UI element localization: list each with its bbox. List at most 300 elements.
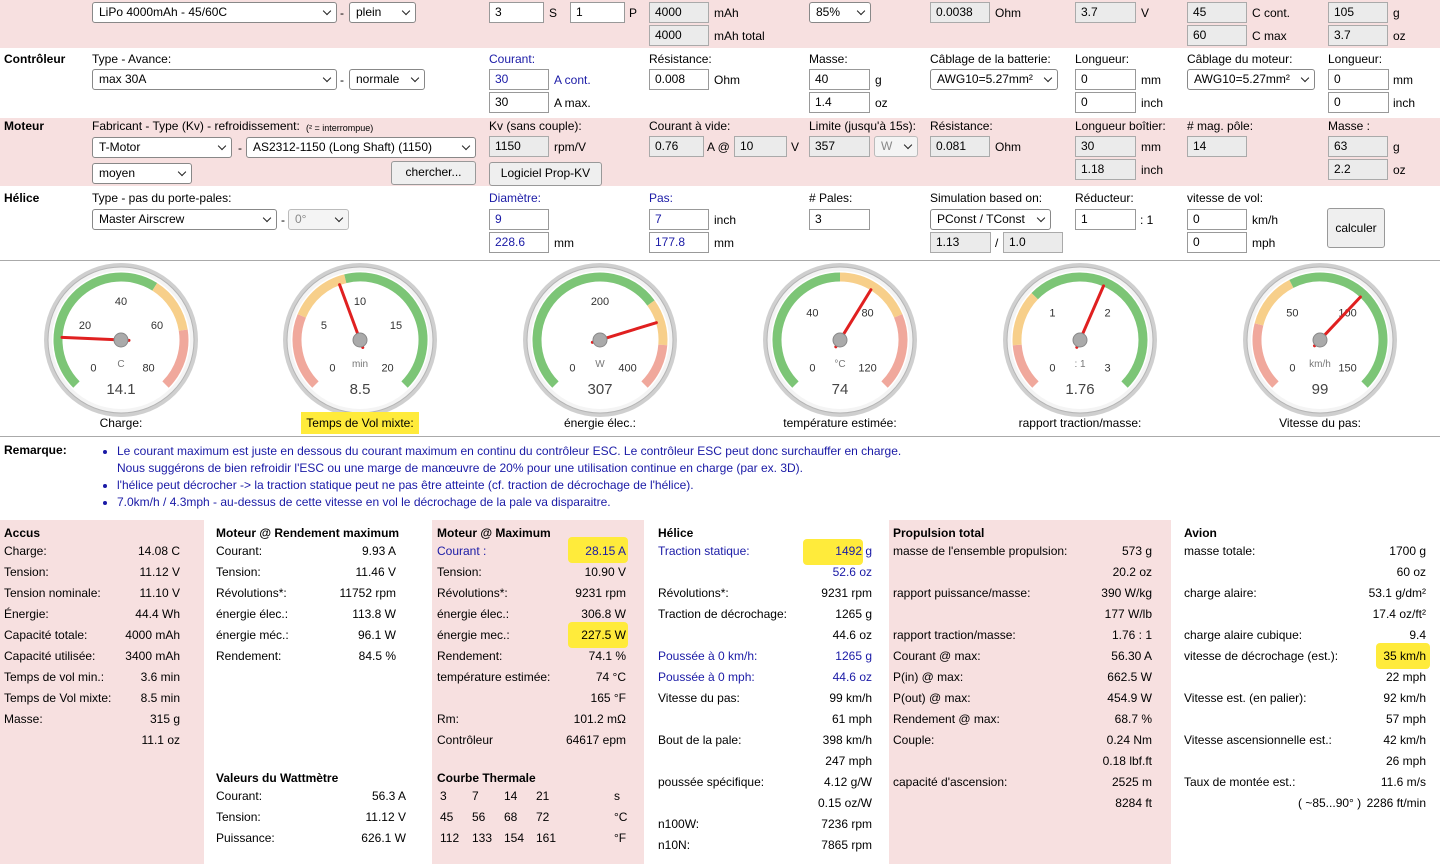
gauge-tick-label: 80	[142, 362, 155, 375]
noload-voltage: 10	[734, 136, 787, 157]
simulation-select[interactable]: PConst / TConst	[930, 209, 1051, 230]
gauge-tick-label: 1	[1049, 307, 1056, 320]
result-value: 11.6 m/s	[1380, 775, 1426, 789]
result-label: Masse:	[4, 712, 43, 726]
result-label: Traction statique:	[658, 544, 750, 558]
controller-current-cont-unit: A cont.	[554, 73, 591, 87]
limit-unit-select[interactable]: W	[874, 136, 918, 157]
cells-p-input[interactable]: 1	[570, 2, 625, 23]
controller-mass-g-unit: g	[875, 73, 882, 87]
poles-value: 14	[1187, 136, 1247, 157]
simulation-label: Simulation based on:	[930, 191, 1043, 205]
gauge-tick-label: 50	[1286, 307, 1299, 320]
gauge-3	[755, 260, 925, 420]
result-value: 0.15 oz/W	[817, 796, 872, 810]
thermal-cell: 72	[536, 810, 550, 824]
gauge-value: 74	[831, 381, 849, 398]
cells-s-input[interactable]: 3	[489, 2, 544, 23]
result-value: 165 °F	[590, 691, 626, 705]
result-value: 573 g	[1121, 544, 1152, 558]
battery-voltage-unit: V	[1141, 6, 1150, 20]
sim-factor-b: 1.0	[1003, 232, 1063, 253]
thermal-title: Courbe Thermale	[437, 771, 536, 785]
controller-current-cont-input[interactable]: 30	[489, 69, 549, 90]
result-value: 64617 epm	[565, 733, 626, 747]
result-label: Tension:	[437, 565, 482, 579]
controller-type-select[interactable]: max 30A	[92, 69, 337, 90]
battery-wire-length-mm[interactable]: 0	[1075, 69, 1136, 90]
result-value: 11752 rpm	[339, 586, 396, 600]
result-value: 2525 m	[1111, 775, 1152, 789]
result-label: charge alaire cubique:	[1184, 628, 1303, 642]
result-value: 227.5 W	[581, 628, 626, 642]
result-value: 0.24 Nm	[1106, 733, 1152, 747]
remark-item: • 7.0km/h / 4.3mph - au-dessus de cette vitesse en vol le décrochage de la pale va disparaitre.	[117, 494, 901, 511]
accus-title: Accus	[4, 526, 41, 540]
result-label: Rm:	[437, 712, 459, 726]
noload-at-label: A @	[707, 140, 730, 154]
gauge-tick-label: 120	[858, 362, 877, 375]
battery-wiring-label: Câblage de la batterie:	[930, 52, 1051, 66]
result-value: 101.2 mΩ	[573, 712, 626, 726]
gauge-caption: Vitesse du pas:	[1279, 416, 1361, 430]
result-value: 1.76 : 1	[1111, 628, 1152, 642]
result-label: Tension:	[216, 565, 261, 579]
gauge-tick-label: 3	[1104, 362, 1111, 375]
gauge-unit: km/h	[1309, 359, 1331, 370]
sim-factor-slash: /	[995, 236, 999, 250]
result-label: Tension:	[216, 810, 261, 824]
gauge-caption: Charge:	[99, 416, 143, 430]
controller-advance-select[interactable]: normale	[349, 69, 425, 90]
pitch-mm-unit: mm	[714, 236, 734, 250]
gauge-tick-label: 0	[809, 362, 816, 375]
result-label: Révolutions*:	[216, 586, 287, 600]
result-label: Contrôleur	[437, 733, 494, 747]
prop-section-label: Hélice	[4, 191, 40, 205]
result-value: 28.15 A	[585, 544, 626, 558]
result-value: 9231 rpm	[575, 586, 626, 600]
gauge-unit: W	[595, 359, 605, 370]
result-value: 454.9 W	[1107, 691, 1152, 705]
gauge-tick-label: 200	[590, 296, 610, 308]
result-value: 1265 g	[835, 607, 872, 621]
thermal-cell: 112	[440, 831, 460, 845]
result-label: Traction de décrochage:	[658, 607, 787, 621]
case-length-label: Longueur boîtier:	[1075, 119, 1166, 133]
result-label: Énergie:	[4, 607, 49, 621]
watt-title: Valeurs du Wattmètre	[216, 771, 339, 785]
result-label: P(in) @ max:	[893, 670, 964, 684]
result-label: Puissance:	[216, 831, 275, 845]
result-value: 22 mph	[1385, 670, 1426, 684]
pitch-inch-unit: inch	[714, 213, 737, 227]
result-label: rapport puissance/masse:	[893, 586, 1031, 600]
result-value: 74 °C	[595, 670, 626, 684]
result-value: 42 km/h	[1383, 733, 1426, 747]
result-value: 11.1 oz	[141, 733, 180, 747]
motor-wire-length-label: Longueur:	[1328, 52, 1383, 66]
thermal-cell: 7	[472, 789, 479, 803]
gauge-tick-label: 0	[1049, 362, 1056, 375]
motor-wire-mm-unit: mm	[1393, 73, 1413, 87]
result-value: 92 km/h	[1383, 691, 1426, 705]
gauge-tick-label: 20	[381, 362, 394, 375]
gauge-tick-label: 80	[861, 307, 874, 320]
gauge-tick-label: 20	[78, 320, 92, 333]
battery-c-cont: 45	[1187, 2, 1247, 23]
blades-label: # Pales:	[809, 191, 853, 205]
thermal-cell: 45	[440, 810, 454, 824]
result-label: Bout de la pale:	[658, 733, 742, 747]
controller-mass-label: Masse:	[809, 52, 848, 66]
motor-resistance-label: Résistance:	[930, 119, 993, 133]
gauge-tick-label: 2	[1104, 307, 1111, 320]
battery-capacity-total-unit: mAh total	[714, 29, 765, 43]
remark-item: • Le courant maximum est juste en dessous du courant maximum en continu du contrôleur ESC. Le contrôleur ESC peut donc surchauffer en charge. Nous suggérons de bien refroidir l'ESC ou une marge de manœuvre de 20% pour une utilisation continue en charge (par ex. 3D).	[117, 443, 901, 477]
battery-capacity: 4000	[649, 2, 709, 23]
prop-pitch-angle-select[interactable]: 0°	[288, 209, 349, 230]
diameter-label: Diamètre:	[489, 191, 542, 205]
result-value: 61 mph	[831, 712, 872, 726]
gauge-divider	[0, 436, 1440, 437]
gauge-tick-label: 5	[320, 320, 328, 333]
kv-unit: rpm/V	[554, 140, 587, 154]
gauge-value: 99	[1311, 381, 1329, 398]
battery-voltage: 3.7	[1075, 2, 1136, 23]
motor-wire-length-mm[interactable]: 0	[1328, 69, 1389, 90]
total-title: Propulsion total	[893, 526, 985, 540]
calculate-button[interactable]: calculer	[1327, 208, 1385, 248]
remark-item: • l'hélice peut décrocher -> la traction statique peut ne pas être atteinte (cf. traction de décrochage de l'hélice).	[117, 477, 901, 494]
gear-label: Réducteur:	[1075, 191, 1134, 205]
result-label: Tension nominale:	[4, 586, 101, 600]
gauge-5	[1235, 260, 1405, 420]
result-value: 626.1 W	[361, 831, 406, 845]
result-value: 20.2 oz	[1112, 565, 1152, 579]
thermal-cell: s	[614, 789, 620, 803]
sim-factor-a: 1.13	[930, 232, 991, 253]
motor-resistance: 0.081	[930, 136, 990, 157]
result-value: 0.18 lbf.ft	[1102, 754, 1152, 768]
controller-type-label: Type - Avance:	[92, 52, 172, 66]
result-label: Vitesse du pas:	[658, 691, 740, 705]
result-label: Vitesse est. (en palier):	[1184, 691, 1307, 705]
gauge-0	[36, 260, 206, 420]
remarks-label: Remarque:	[4, 443, 67, 457]
battery-wire-inch-unit: inch	[1141, 96, 1164, 110]
result-label: rapport traction/masse:	[893, 628, 1016, 642]
controller-resistance-input[interactable]: 0.008	[649, 69, 709, 90]
result-label: poussée spécifique:	[658, 775, 765, 789]
result-value: 8284 ft	[1115, 796, 1152, 810]
plane-title: Avion	[1184, 526, 1217, 540]
result-value: 99 km/h	[829, 691, 872, 705]
result-value: 662.5 W	[1107, 670, 1152, 684]
result-label: Tension:	[4, 565, 49, 579]
gauge-value: 14.1	[106, 381, 136, 398]
cells-s-label: S	[549, 6, 558, 20]
prop-kv-software-button[interactable]: Logiciel Prop-KV	[489, 162, 602, 186]
thermal-cell: 14	[504, 789, 518, 803]
result-value: 10.90 V	[584, 565, 626, 579]
result-label: masse de l'ensemble propulsion:	[893, 544, 1068, 558]
gauge-tick-label: 0	[569, 362, 576, 375]
result-value: 398 km/h	[822, 733, 872, 747]
flight-speed-mph-input[interactable]: 0	[1187, 232, 1247, 253]
result-value: 1265 g	[835, 649, 872, 663]
result-value: 113.8 W	[352, 607, 396, 621]
limit-value: 357	[809, 136, 870, 157]
gauge-1	[275, 260, 445, 420]
case-length-inch: 1.18	[1075, 159, 1136, 180]
motor-mass-oz: 2.2	[1328, 159, 1388, 180]
gauge-tick-label: 0	[1289, 362, 1296, 375]
battery-usable-select[interactable]: 85%	[809, 2, 871, 23]
battery-wiring-select[interactable]: AWG10=5.27mm²	[930, 69, 1058, 90]
result-label: Charge:	[4, 544, 47, 558]
result-value: 9.93 A	[361, 544, 396, 558]
controller-mass-g-input[interactable]: 40	[809, 69, 870, 90]
gauge-caption: Temps de Vol mixte:	[260, 416, 460, 430]
poles-label: # mag. pôle:	[1187, 119, 1254, 133]
prop-type-select[interactable]: Master Airscrew	[92, 209, 277, 230]
controller-mass-oz-unit: oz	[875, 96, 888, 110]
battery-charge-select[interactable]: plein	[349, 2, 416, 23]
motor-mass-label: Masse :	[1328, 119, 1371, 133]
max-title: Moteur @ Maximum	[437, 526, 551, 540]
gauge-caption: rapport traction/masse:	[1018, 416, 1142, 430]
battery-capacity-total: 4000	[649, 25, 709, 46]
result-value: 3.6 min	[140, 670, 180, 684]
gauge-tick-label: 400	[618, 362, 637, 375]
result-value: 57 mph	[1385, 712, 1426, 726]
controller-section-label: Contrôleur	[4, 52, 66, 66]
result-label: ( ~85...90° )	[1298, 796, 1362, 810]
result-value: 2286 ft/min	[1366, 796, 1426, 810]
gauge-unit: min	[351, 359, 369, 370]
pitch-label: Pas:	[649, 191, 674, 205]
result-value: 56.3 A	[371, 789, 406, 803]
battery-c-max-label: C max	[1252, 29, 1287, 43]
result-value: 177 W/lb	[1104, 607, 1152, 621]
result-label: Poussée à 0 km/h:	[658, 649, 758, 663]
gear-input[interactable]: 1	[1075, 209, 1136, 230]
motor-wire-inch-unit: inch	[1393, 96, 1416, 110]
result-value: 53.1 g/dm²	[1368, 586, 1426, 600]
result-value: 1492 g	[835, 544, 872, 558]
result-value: 4.12 g/W	[823, 775, 872, 789]
result-label: énergie méc.:	[216, 628, 289, 642]
result-label: n100W:	[658, 817, 700, 831]
motor-type-label: Fabricant - Type (Kv) - refroidissement:	[92, 119, 300, 133]
battery-weight-oz: 3.7	[1328, 25, 1388, 46]
result-value: 74.1 %	[588, 649, 626, 663]
controller-current-max-input[interactable]: 30	[489, 92, 549, 113]
gauge-value: 307	[587, 381, 613, 398]
gauge-tick-label: 100	[1338, 307, 1357, 320]
result-label: Capacité totale:	[4, 628, 88, 642]
noload-current-label: Courant à vide:	[649, 119, 731, 133]
battery-weight-oz-unit: oz	[1393, 29, 1406, 43]
result-value: 3400 mAh	[125, 649, 180, 663]
battery-resistance: 0.0038	[930, 2, 990, 23]
thermal-cell: 133	[472, 831, 493, 845]
result-value: 315 g	[149, 712, 180, 726]
thermal-cell: °C	[614, 810, 628, 824]
result-label: énergie élec.:	[437, 607, 510, 621]
diameter-mm-input[interactable]: 228.6	[489, 232, 549, 253]
kv-label: Kv (sans couple):	[489, 119, 582, 133]
gauge-caption: énergie élec.:	[563, 416, 637, 430]
gauge-tick-label: 0	[90, 362, 97, 375]
pitch-mm-input[interactable]: 177.8	[649, 232, 709, 253]
motor-mass-oz-unit: oz	[1393, 163, 1406, 177]
case-length-mm-unit: mm	[1141, 140, 1161, 154]
result-value: 390 W/kg	[1101, 586, 1152, 600]
pitch-inch-input[interactable]: 7	[649, 209, 709, 230]
motor-cooling-select[interactable]: moyen	[92, 163, 192, 184]
result-label: Capacité utilisée:	[4, 649, 96, 663]
diameter-inch-input[interactable]: 9	[489, 209, 549, 230]
result-label: Révolutions*:	[437, 586, 508, 600]
result-label: P(out) @ max:	[893, 691, 971, 705]
gauge-4	[995, 260, 1165, 420]
result-value: 11.12 V	[139, 565, 180, 579]
gauge-value: 8.5	[349, 381, 371, 398]
thermal-cell: 56	[472, 810, 486, 824]
diameter-mm-unit: mm	[554, 236, 574, 250]
flight-speed-mph-unit: mph	[1252, 236, 1276, 250]
result-value: 11.46 V	[355, 565, 396, 579]
result-label: Rendement @ max:	[893, 712, 1000, 726]
battery-resistance-unit: Ohm	[995, 6, 1022, 20]
result-label: Vitesse ascensionnelle est.:	[1184, 733, 1332, 747]
case-length-inch-unit: inch	[1141, 163, 1164, 177]
result-value: 9231 rpm	[821, 586, 872, 600]
flight-speed-kmh-input[interactable]: 0	[1187, 209, 1247, 230]
result-value: 68.7 %	[1114, 712, 1152, 726]
motor-wiring-select[interactable]: AWG10=5.27mm²	[1187, 69, 1315, 90]
result-label: Courant :	[437, 544, 487, 558]
battery-weight-g: 105	[1328, 2, 1388, 23]
battery-capacity-unit: mAh	[714, 6, 739, 20]
result-label: vitesse de décrochage (est.):	[1184, 649, 1339, 663]
gauge-2	[515, 260, 685, 420]
gauge-unit: °C	[834, 359, 846, 370]
result-value: 44.4 Wh	[135, 607, 180, 621]
result-label: Courant:	[216, 544, 263, 558]
result-label: capacité d'ascension:	[893, 775, 1008, 789]
interrupted-note: (² = interrompue)	[306, 123, 374, 133]
battery-c-cont-label: C cont.	[1252, 6, 1291, 20]
controller-mass-oz-input[interactable]: 1.4	[809, 92, 870, 113]
result-value: 60 oz	[1396, 565, 1426, 579]
thermal-cell: 3	[440, 789, 447, 803]
gauge-tick-label: 40	[114, 296, 128, 308]
result-value: 14.08 C	[137, 544, 180, 558]
result-value: 17.4 oz/ft²	[1372, 607, 1426, 621]
result-label: énergie mec.:	[437, 628, 510, 642]
motor-resistance-unit: Ohm	[995, 140, 1022, 154]
result-label: Poussée à 0 mph:	[658, 670, 755, 684]
result-label: Temps de Vol mixte:	[4, 691, 112, 705]
gauge-value: 1.76	[1065, 381, 1095, 398]
prop-title: Hélice	[658, 526, 694, 540]
top-divider	[0, 260, 1440, 261]
controller-resistance-unit: Ohm	[714, 73, 741, 87]
gauge-tick-label: 15	[389, 320, 403, 333]
thermal-cell: 68	[504, 810, 518, 824]
blades-input[interactable]: 3	[809, 209, 870, 230]
flight-speed-kmh-unit: km/h	[1252, 213, 1279, 227]
battery-wire-mm-unit: mm	[1141, 73, 1161, 87]
case-length-mm: 30	[1075, 136, 1136, 157]
result-value: 56.30 A	[1111, 649, 1152, 663]
gauge-tick-label: 60	[150, 320, 164, 333]
result-value: 11.10 V	[139, 586, 180, 600]
result-value: 44.6 oz	[832, 628, 872, 642]
result-value: 7865 rpm	[821, 838, 872, 852]
result-value: 35 km/h	[1383, 649, 1426, 663]
gauge-tick-label: 40	[806, 307, 819, 320]
motor-wire-length-inch[interactable]: 0	[1328, 92, 1389, 113]
result-value: 96.1 W	[357, 628, 396, 642]
result-label: charge alaire:	[1184, 586, 1257, 600]
thermal-cell: 154	[504, 831, 525, 845]
result-value: 4000 mAh	[125, 628, 180, 642]
battery-wire-length-inch[interactable]: 0	[1075, 92, 1136, 113]
gauge-unit: : 1	[1074, 359, 1086, 370]
result-value: 8.5 min	[140, 691, 180, 705]
motor-manufacturer-select[interactable]: T-Motor	[92, 137, 232, 158]
result-value: 306.8 W	[581, 607, 626, 621]
battery-wire-length-label: Longueur:	[1075, 52, 1130, 66]
noload-current: 0.76	[649, 136, 704, 157]
motor-wiring-label: Câblage du moteur:	[1187, 52, 1293, 66]
gauge-unit: C	[117, 359, 125, 370]
eff-title: Moteur @ Rendement maximum	[216, 526, 400, 540]
motor-model-select[interactable]: AS2312-1150 (Long Shaft) (1150)	[246, 137, 476, 158]
result-label: Révolutions*:	[658, 586, 729, 600]
result-value: 7236 rpm	[821, 817, 872, 831]
gauge-tick-label: 150	[1338, 362, 1357, 375]
gear-ratio-label: : 1	[1140, 213, 1154, 227]
noload-voltage-unit: V	[791, 140, 800, 154]
result-label: n10N:	[658, 838, 691, 852]
battery-weight-g-unit: g	[1393, 6, 1400, 20]
limit-label: Limite (jusqu'à 15s):	[809, 119, 917, 133]
result-label: Rendement:	[437, 649, 503, 663]
result-label: énergie élec.:	[216, 607, 289, 621]
controller-resistance-label: Résistance:	[649, 52, 712, 66]
cells-p-label: P	[629, 6, 638, 20]
kv-value: 1150	[489, 136, 549, 157]
result-value: 44.6 oz	[832, 670, 872, 684]
result-label: Temps de vol min.:	[4, 670, 105, 684]
result-label: Courant @ max:	[893, 649, 981, 663]
result-value: 84.5 %	[358, 649, 396, 663]
motor-mass-g: 63	[1328, 136, 1388, 157]
prop-type-label: Type - pas du porte-pales:	[92, 191, 232, 205]
controller-current-max-unit: A max.	[554, 96, 591, 110]
thermal-cell: 21	[536, 789, 550, 803]
remarks-list	[100, 443, 901, 511]
result-label: Taux de montée est.:	[1184, 775, 1296, 789]
thermal-cell: 161	[536, 831, 557, 845]
battery-type-select[interactable]: LiPo 4000mAh - 45/60C	[92, 2, 337, 23]
search-motor-button[interactable]: chercher...	[391, 161, 476, 185]
